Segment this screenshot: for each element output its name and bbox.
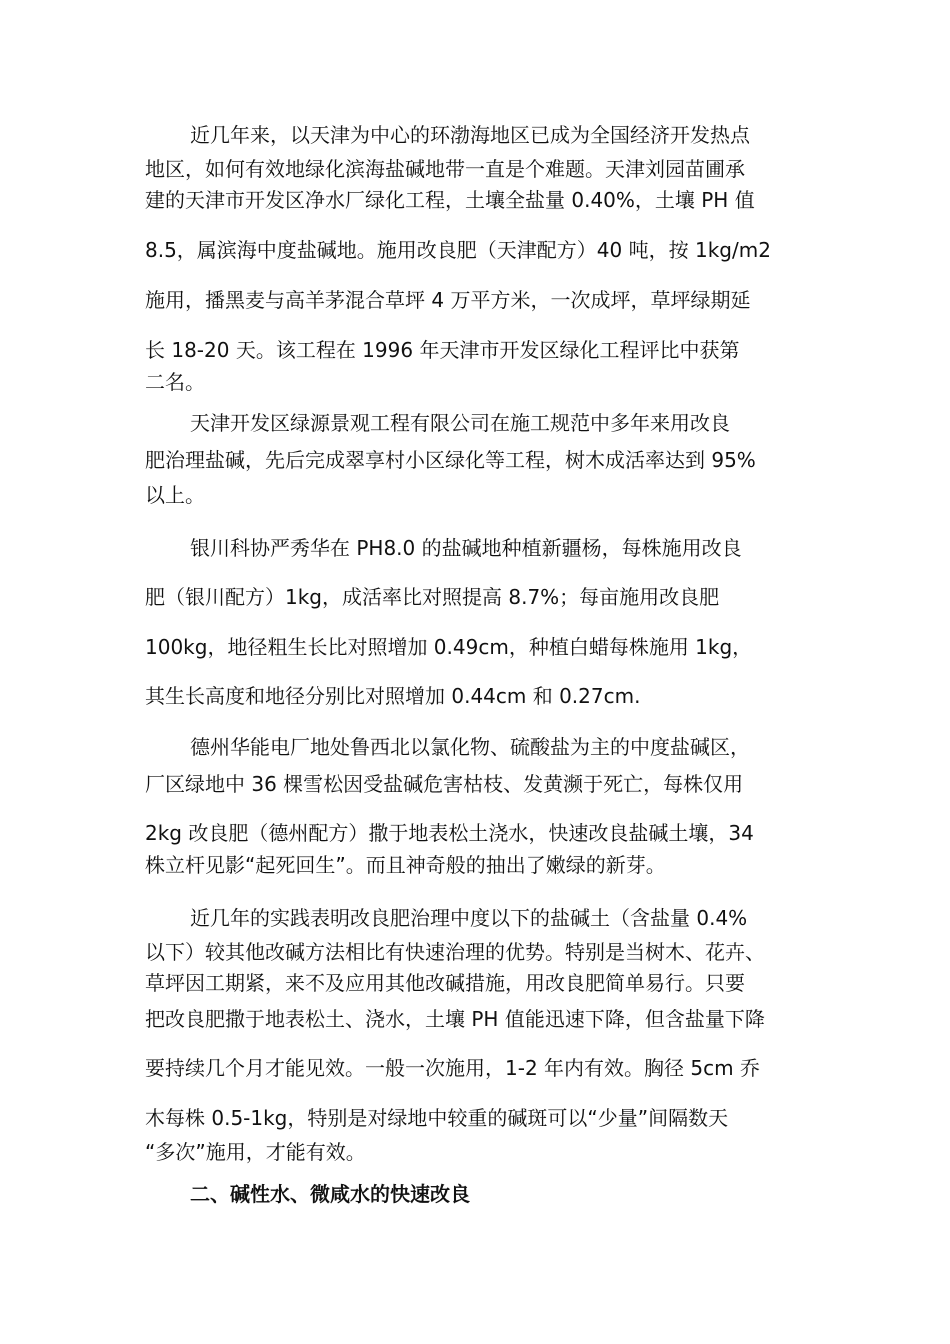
text-line: 近几年来，以天津为中心的环渤海地区已成为全国经济开发热点 [190,123,750,147]
text-line: 长 18-20 天。该工程在 1996 年天津市开发区绿化工程评比中获第 [145,338,740,362]
text-line: 近几年的实践表明改良肥治理中度以下的盐碱土（含盐量 0.4% [190,906,748,930]
text-line: 2kg 改良肥（德州配方）撒于地表松土浇水，快速改良盐碱土壤，34 [145,821,754,845]
text-line: “多次”施用，才能有效。 [145,1140,366,1164]
text-line: 8.5，属滨海中度盐碱地。施用改良肥（天津配方）40 吨，按 1kg/m2 [145,238,771,262]
text-line: 株立杆见影“起死回生”。而且神奇般的抽出了嫩绿的新芽。 [145,853,666,877]
text-line: 要持续几个月才能见效。一般一次施用，1-2 年内有效。胸径 5cm 乔 [145,1056,760,1080]
text-line: 草坪因工期紧，来不及应用其他改碱措施，用改良肥简单易行。只要 [145,971,745,995]
text-line: 肥（银川配方）1kg，成活率比对照提高 8.7%；每亩施用改良肥 [145,585,720,609]
text-line: 建的天津市开发区净水厂绿化工程，土壤全盐量 0.40%，土壤 PH 值 [145,188,755,212]
text-line: 二名。 [145,370,205,394]
text-line: 银川科协严秀华在 PH8.0 的盐碱地种植新疆杨，每株施用改良 [190,536,742,560]
text-line: 木每株 0.5-1kg，特别是对绿地中较重的碱斑可以“少量”间隔数天 [145,1106,729,1130]
text-line: 把改良肥撒于地表松土、浇水，土壤 PH 值能迅速下降，但含盐量下降 [145,1007,765,1031]
text-line: 肥治理盐碱，先后完成翠享村小区绿化等工程，树木成活率达到 95% [145,448,756,472]
section-heading: 二、碱性水、微咸水的快速改良 [190,1182,470,1206]
text-line: 其生长高度和地径分别比对照增加 0.44cm 和 0.27cm. [145,684,641,708]
text-line: 厂区绿地中 36 棵雪松因受盐碱危害枯枝、发黄濒于死亡，每株仅用 [145,772,744,796]
text-line: 施用，播黑麦与高羊茅混合草坪 4 万平方米，一次成坪，草坪绿期延 [145,288,751,312]
text-line: 以下）较其他改碱方法相比有快速治理的优势。特别是当树木、花卉、 [145,940,765,964]
text-line: 德州华能电厂地处鲁西北以氯化物、硫酸盐为主的中度盐碱区， [190,735,750,759]
text-line: 100kg，地径粗生长比对照增加 0.49cm，种植白蜡每株施用 1kg， [145,635,753,659]
text-line: 天津开发区绿源景观工程有限公司在施工规范中多年来用改良 [190,411,730,435]
text-line: 以上。 [145,483,205,507]
text-line: 地区，如何有效地绿化滨海盐碱地带一直是个难题。天津刘园苗圃承 [145,157,745,181]
